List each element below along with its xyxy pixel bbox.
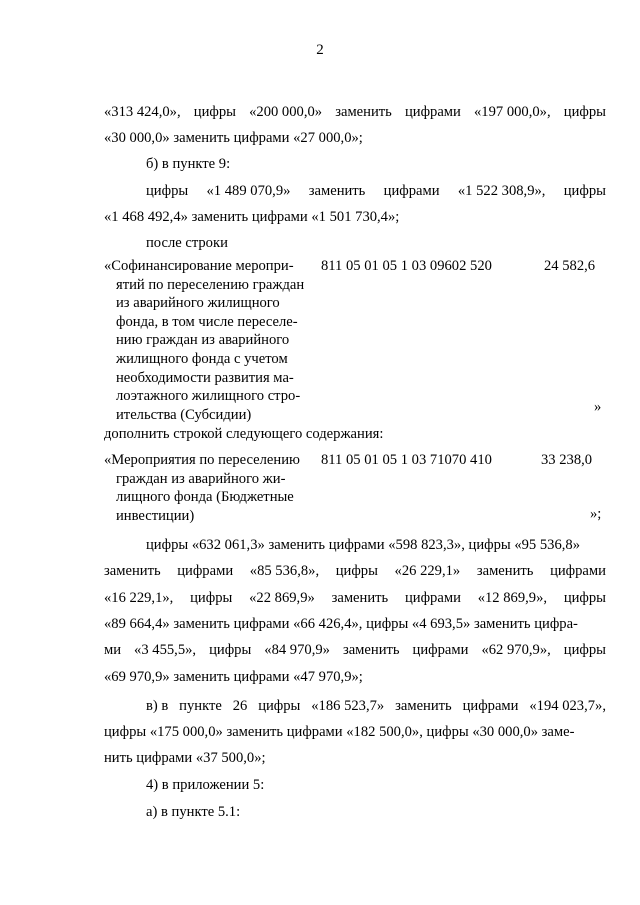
cell-line: ительства (Субсидии) [116, 406, 252, 423]
word: заменить [104, 563, 161, 579]
word: «200 000,0» [249, 104, 323, 120]
word: «16 229,1», [104, 590, 174, 606]
text-line: нить цифрами «37 500,0»; [104, 750, 266, 766]
word: «85 536,8», [249, 563, 320, 579]
table-row-code: 811 05 01 05 1 03 09602 520 [321, 258, 492, 274]
word: заменить [342, 642, 400, 658]
word: цифры [563, 104, 606, 120]
text-line: цифры «175 000,0» заменить цифрами «182 500,0», цифры «30 000,0» заме- [104, 724, 575, 740]
word: «194 023,7», [529, 698, 606, 714]
word: цифры [335, 563, 378, 579]
word: цифрами [404, 590, 461, 606]
word: цифры [563, 590, 606, 606]
text-line: «69 970,9» заменить цифрами «47 970,9»; [104, 669, 363, 685]
text-line: а) в пункте 5.1: [146, 804, 241, 820]
word: «186 523,7» [311, 698, 385, 714]
cell-line: граждан из аварийного жи- [116, 470, 286, 487]
word: цифрами [383, 183, 440, 199]
word: заменить [335, 104, 392, 120]
word: цифрами [462, 698, 519, 714]
text-line: «30 000,0» заменить цифрами «27 000,0»; [104, 130, 363, 146]
word: цифры [146, 183, 189, 199]
word: цифрами [177, 563, 234, 579]
word: заменить [331, 590, 389, 606]
word: цифрами [550, 563, 606, 579]
text-line [146, 697, 606, 715]
word: цифрами [404, 104, 461, 120]
word: цифры [190, 590, 233, 606]
word: «84 970,9» [264, 642, 330, 658]
word: «197 000,0», [474, 104, 551, 120]
word: цифры [209, 642, 252, 658]
closing-quote: »; [590, 506, 602, 522]
text-line [146, 182, 606, 200]
cell-line: лоэтажного жилищного стро- [116, 388, 301, 405]
cell-line: «Софинансирование меропри- [104, 258, 294, 274]
cell-line: ятий по переселению граждан [116, 276, 305, 293]
word: «313 424,0», [104, 104, 181, 120]
cell-line: из аварийного жилищного [116, 295, 280, 312]
page-number: 2 [316, 42, 324, 58]
word: в) в [146, 698, 169, 714]
word: «62 970,9», [481, 642, 551, 658]
cell-line: «Мероприятия по переселению [104, 452, 300, 468]
cell-line: жилищного фонда с учетом [116, 350, 288, 367]
word: «26 229,1» [394, 563, 461, 579]
text-line [104, 641, 606, 659]
word: заменить [395, 698, 452, 714]
text-line: «89 664,4» заменить цифрами «66 426,4», цифры «4 693,5» заменить цифра- [104, 616, 578, 632]
text-line: «1 468 492,4» заменить цифрами «1 501 730,4»; [104, 209, 400, 225]
closing-quote: » [594, 399, 602, 415]
table-row-name [104, 451, 300, 525]
cell-line: фонда, в том числе переселе- [116, 313, 298, 330]
text-line: б) в пункте 9: [146, 156, 231, 172]
word: «1 489 070,9» [206, 183, 291, 199]
table-row-amount: 33 238,0 [541, 452, 593, 468]
word: «12 869,9», [477, 590, 548, 606]
cell-line: инвестиции) [116, 507, 195, 524]
word: цифры [258, 698, 301, 714]
word: «1 522 308,9», [457, 183, 546, 199]
word: ми [104, 642, 122, 658]
text-line [104, 589, 606, 607]
text-line [104, 103, 606, 121]
word: цифры [193, 104, 236, 120]
word: «22 869,9» [249, 590, 315, 606]
word: цифры [563, 183, 606, 199]
word: «3 455,5», [134, 642, 197, 658]
word: заменить [476, 563, 534, 579]
text-line [104, 562, 606, 580]
cell-line: необходимости развития ма- [116, 369, 294, 386]
word: пункте [179, 698, 222, 714]
cell-line: нию граждан из аварийного [116, 332, 290, 349]
table-row-amount: 24 582,6 [544, 258, 596, 274]
word: заменить [308, 183, 366, 199]
word: 26 [232, 698, 248, 714]
cell-line: лищного фонда (Бюджетные [116, 489, 294, 506]
text-line: дополнить строкой следующего содержания: [104, 426, 384, 442]
text-line: цифры «632 061,3» заменить цифрами «598 823,3», цифры «95 536,8» [146, 537, 581, 553]
text-line: 4) в приложении 5: [146, 777, 265, 793]
text-line: после строки [146, 235, 228, 251]
table-row-name [104, 257, 304, 424]
word: цифры [563, 642, 606, 658]
table-row-code: 811 05 01 05 1 03 71070 410 [321, 452, 492, 468]
word: цифрами [412, 642, 469, 658]
